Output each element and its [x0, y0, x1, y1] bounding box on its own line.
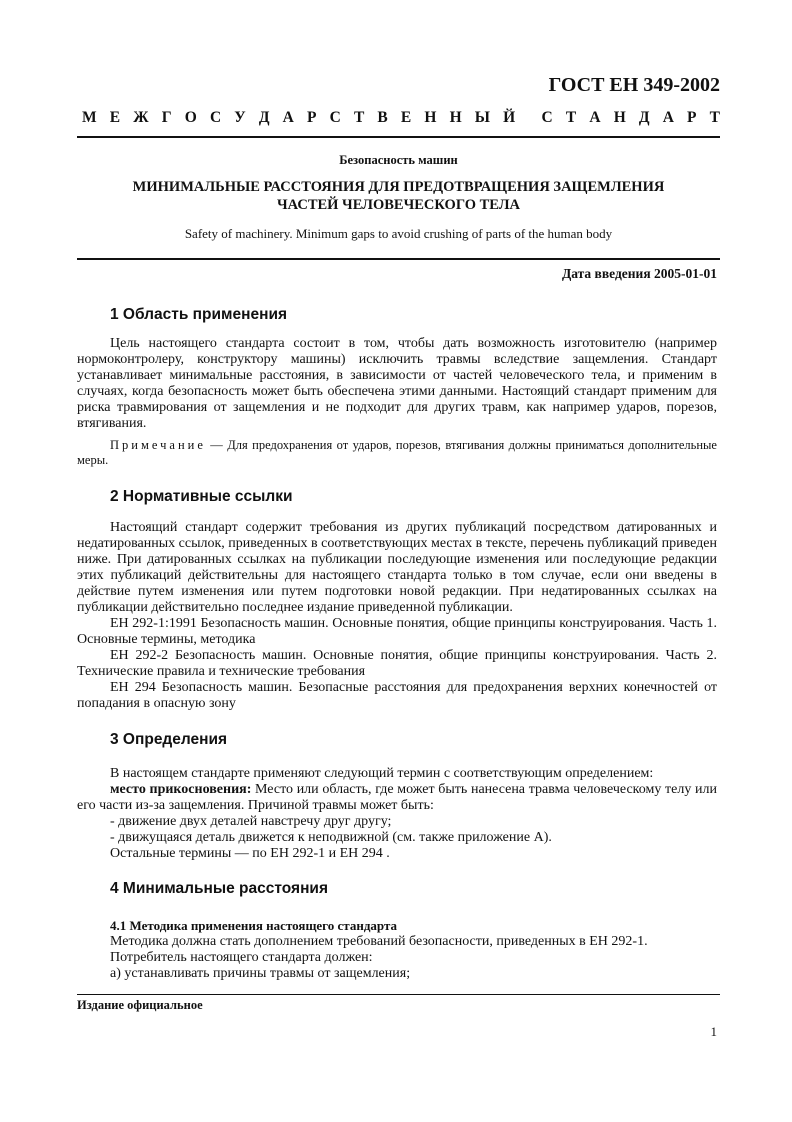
section-3-heading: 3 Определения — [110, 731, 228, 748]
other-terms: Остальные термины — по ЕН 292-1 и ЕН 294 . — [110, 846, 390, 861]
header-rule — [77, 136, 720, 138]
gost-code: ГОСТ ЕН 349-2002 — [548, 74, 720, 96]
list-item: - движущаяся деталь движется к неподвижной (см. также приложение А). — [110, 830, 552, 845]
section-4-line: Методика должна стать дополнением требований безопасности, приведенных в ЕН 292-1. — [110, 934, 648, 949]
edition-label: Издание официальное — [77, 998, 203, 1012]
document-page — [77, 0, 720, 1122]
standard-type-heading: М Е Ж Г О С У Д А Р С Т В Е Н Н Ы Й С Т А Н Д А Р Т — [82, 109, 720, 126]
title-rule — [77, 258, 720, 260]
introduction-date: Дата введения 2005-01-01 — [561, 266, 717, 281]
reference-item: ЕН 292-2 Безопасность машин. Основные понятия, общие принципы конструирования. Часть 2. Технические правила и технические требования — [77, 648, 717, 679]
section-4-heading: 4 Минимальные расстояния — [110, 880, 328, 897]
list-item: - движение двух деталей навстречу друг другу; — [110, 814, 392, 829]
reference-item: ЕН 294 Безопасность машин. Безопасные расстояния для предохранения верхних конечностей от попадания в опасную зону — [77, 680, 717, 711]
section-4-line: Потребитель настоящего стандарта должен: — [110, 950, 373, 965]
section-4-body — [77, 934, 717, 982]
section-1-body — [77, 336, 717, 468]
section-2-paragraph: Настоящий стандарт содержит требования из других публикаций посредством датированных и недатированных ссылок, приведенных в соответствующих местах в тексте, перечень публикаций приведен ниже. При датированных ссылках на публикации последующие изменения или последующие редакции этих публикаций действительны для настоящего стандарта только в том случае, если они введены в действие путем изменения или путем подготовки новой редакции. При недатированных ссылках на публикации действительно последнее издание приведенной публикации. — [77, 520, 718, 615]
term-definition: место прикосновения: Место или область, где может быть нанесена травма человеческому телу или его части из-за защемления. Причиной травмы может быть: — [77, 782, 717, 813]
document-title: МИНИМАЛЬНЫЕ РАССТОЯНИЯ ДЛЯ ПРЕДОТВРАЩЕНИЯ ЗАЩЕМЛЕНИЯ ЧАСТЕЙ ЧЕЛОВЕЧЕСКОГО ТЕЛА — [132, 179, 665, 213]
section-1-note: Примечание — Для предохранения от ударов, порезов, втягивания должны приниматься дополнительные меры. — [77, 438, 717, 467]
section-3-body — [77, 766, 717, 862]
section-1-paragraph: Цель настоящего стандарта состоит в том, чтобы дать возможность изготовителю (например нормоконтролеру, конструктору машины) исключить травмы вследствие защемления. Стандарт устанавливает минимальные расстояния, в зависимости от частей человеческого тела, и применим в случаях, когда безопасность может быть обеспечена этими данными. Настоящий стандарт применим для риска травмирования от защемления и не подходит для других травм, как например ударов, порезов, втягивания. — [77, 336, 717, 431]
footer-rule — [77, 994, 720, 995]
section-2-heading: 2 Нормативные ссылки — [110, 488, 293, 505]
section-2-body — [77, 520, 717, 712]
english-title: Safety of machinery. Minimum gaps to avoid crushing of parts of the human body — [184, 226, 613, 241]
reference-item: ЕН 292-1:1991 Безопасность машин. Основные понятия, общие принципы конструирования. Часть 1. Основные термины, методика — [77, 616, 717, 647]
subsection-4-1-heading: 4.1 Методика применения настоящего стандарта — [110, 918, 397, 933]
section-3-intro: В настоящем стандарте применяют следующий термин с соответствующим определением: — [110, 766, 654, 781]
section-1-heading: 1 Область применения — [110, 306, 288, 323]
page-number: 1 — [710, 1024, 717, 1039]
subject: Безопасность машин — [339, 153, 458, 167]
list-item: а) устанавливать причины травмы от защемления; — [110, 966, 411, 981]
